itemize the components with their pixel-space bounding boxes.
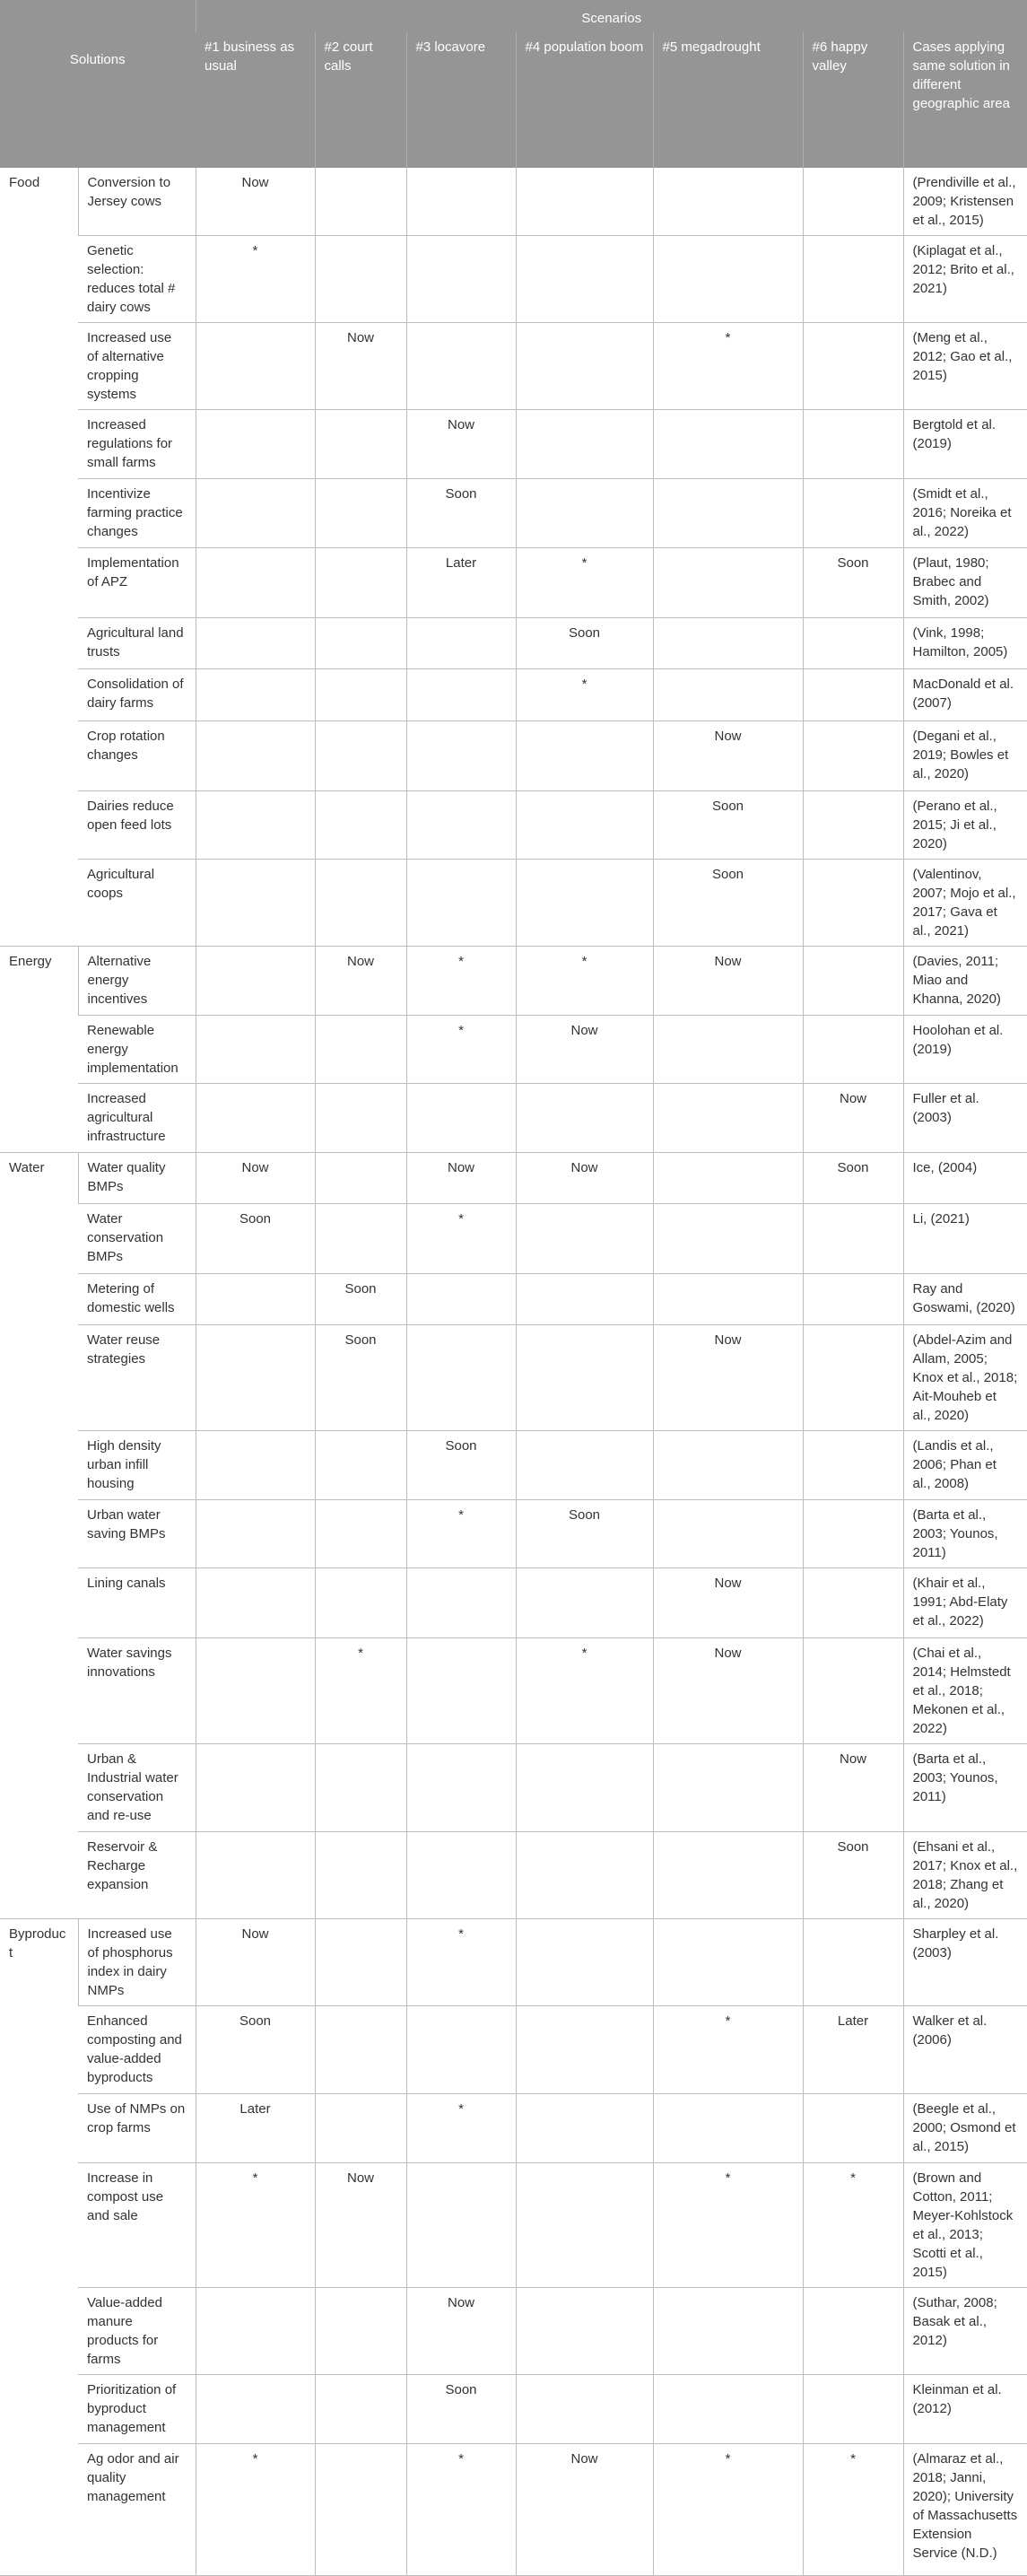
table-row [0, 2375, 1027, 2444]
mark-locavore [406, 860, 516, 947]
mark-megadrought: * [653, 2163, 803, 2288]
mark-locavore [406, 2163, 516, 2288]
mark-happy-valley [803, 669, 903, 721]
mark-happy-valley [803, 2375, 903, 2444]
mark-locavore: * [406, 1919, 516, 2006]
mark-locavore [406, 1274, 516, 1325]
category-cell: Food [0, 168, 78, 947]
mark-happy-valley [803, 721, 903, 791]
mark-locavore [406, 1744, 516, 1832]
mark-population-boom [516, 2094, 653, 2163]
mark-locavore [406, 721, 516, 791]
solution-cell: High density urban infill housing [78, 1431, 196, 1500]
col-header-population-boom: #4 population boom [516, 32, 653, 168]
mark-business-as-usual [196, 1431, 315, 1500]
mark-happy-valley [803, 168, 903, 236]
table-row [0, 410, 1027, 479]
table-row [0, 2288, 1027, 2375]
cases-cell: (Barta et al., 2003; Younos, 2011) [903, 1744, 1027, 1832]
mark-happy-valley: Later [803, 2006, 903, 2094]
solution-cell: Renewable energy implementation [78, 1016, 196, 1084]
mark-population-boom [516, 721, 653, 791]
mark-megadrought [653, 168, 803, 236]
mark-court-calls [315, 669, 406, 721]
mark-locavore [406, 618, 516, 669]
mark-locavore: * [406, 947, 516, 1016]
mark-business-as-usual: Now [196, 168, 315, 236]
mark-population-boom: * [516, 1638, 653, 1744]
cases-cell: (Abdel-Azim and Allam, 2005; Knox et al., 2018; Ait-Mouheb et al., 2020) [903, 1325, 1027, 1431]
cases-cell: Ray and Goswami, (2020) [903, 1274, 1027, 1325]
mark-locavore [406, 2006, 516, 2094]
table-row [0, 721, 1027, 791]
cases-cell: Sharpley et al. (2003) [903, 1919, 1027, 2006]
mark-population-boom [516, 236, 653, 323]
mark-megadrought [653, 236, 803, 323]
mark-megadrought [653, 2375, 803, 2444]
mark-megadrought [653, 618, 803, 669]
solution-cell: Implementation of APZ [78, 548, 196, 618]
cases-cell: (Ehsani et al., 2017; Knox et al., 2018; Zhang et al., 2020) [903, 1832, 1027, 1919]
mark-population-boom [516, 479, 653, 548]
cases-cell: Li, (2021) [903, 1204, 1027, 1274]
mark-megadrought [653, 1274, 803, 1325]
solution-cell: Enhanced composting and value-added byproducts [78, 2006, 196, 2094]
mark-business-as-usual [196, 1325, 315, 1431]
solution-cell: Agricultural land trusts [78, 618, 196, 669]
mark-business-as-usual [196, 2375, 315, 2444]
cases-cell: Hoolohan et al. (2019) [903, 1016, 1027, 1084]
mark-business-as-usual [196, 1568, 315, 1638]
mark-business-as-usual [196, 721, 315, 791]
solution-cell: Conversion to Jersey cows [78, 168, 196, 236]
mark-court-calls [315, 2444, 406, 2576]
mark-happy-valley [803, 791, 903, 860]
mark-business-as-usual [196, 1274, 315, 1325]
mark-locavore [406, 791, 516, 860]
cases-cell: (Prendiville et al., 2009; Kristensen et al., 2015) [903, 168, 1027, 236]
table-row [0, 791, 1027, 860]
mark-happy-valley [803, 479, 903, 548]
mark-locavore [406, 669, 516, 721]
mark-happy-valley [803, 410, 903, 479]
cases-cell: (Smidt et al., 2016; Noreika et al., 2022) [903, 479, 1027, 548]
mark-court-calls [315, 1919, 406, 2006]
table-row [0, 548, 1027, 618]
mark-megadrought: Now [653, 1568, 803, 1638]
table-row [0, 323, 1027, 410]
cases-cell: (Valentinov, 2007; Mojo et al., 2017; Gava et al., 2021) [903, 860, 1027, 947]
mark-happy-valley [803, 1325, 903, 1431]
mark-court-calls [315, 1084, 406, 1153]
mark-court-calls [315, 2006, 406, 2094]
mark-court-calls [315, 1832, 406, 1919]
mark-population-boom [516, 2006, 653, 2094]
col-header-business-as-usual: #1 business as usual [196, 32, 315, 168]
scenarios-header: Scenarios [196, 0, 1027, 32]
solution-cell: Increased use of alternative cropping systems [78, 323, 196, 410]
solution-cell: Water conservation BMPs [78, 1204, 196, 1274]
mark-happy-valley [803, 1204, 903, 1274]
table-row [0, 1832, 1027, 1919]
cases-cell: Ice, (2004) [903, 1153, 1027, 1204]
table-row [0, 2163, 1027, 2288]
mark-court-calls: * [315, 1638, 406, 1744]
mark-business-as-usual [196, 1016, 315, 1084]
mark-court-calls [315, 791, 406, 860]
mark-business-as-usual [196, 860, 315, 947]
mark-locavore [406, 1832, 516, 1919]
table-row [0, 2094, 1027, 2163]
mark-happy-valley [803, 236, 903, 323]
mark-locavore [406, 323, 516, 410]
cases-cell: (Plaut, 1980; Brabec and Smith, 2002) [903, 548, 1027, 618]
mark-locavore [406, 1568, 516, 1638]
mark-population-boom [516, 1204, 653, 1274]
mark-happy-valley [803, 1568, 903, 1638]
cases-cell: (Meng et al., 2012; Gao et al., 2015) [903, 323, 1027, 410]
solution-cell: Urban water saving BMPs [78, 1500, 196, 1568]
mark-court-calls [315, 1568, 406, 1638]
mark-population-boom [516, 1431, 653, 1500]
mark-happy-valley [803, 1431, 903, 1500]
solution-cell: Agricultural coops [78, 860, 196, 947]
solution-cell: Water quality BMPs [78, 1153, 196, 1204]
mark-population-boom: * [516, 947, 653, 1016]
mark-megadrought [653, 1153, 803, 1204]
mark-population-boom: Now [516, 1016, 653, 1084]
mark-court-calls [315, 1153, 406, 1204]
cases-cell: (Vink, 1998; Hamilton, 2005) [903, 618, 1027, 669]
table-row [0, 1274, 1027, 1325]
mark-locavore [406, 1638, 516, 1744]
solution-cell: Genetic selection: reduces total # dairy cows [78, 236, 196, 323]
cases-cell: (Barta et al., 2003; Younos, 2011) [903, 1500, 1027, 1568]
mark-court-calls [315, 1500, 406, 1568]
cases-cell: Fuller et al. (2003) [903, 1084, 1027, 1153]
mark-population-boom: Now [516, 2444, 653, 2576]
table-row [0, 2444, 1027, 2576]
category-cell: Water [0, 1153, 78, 1919]
category-cell: Energy [0, 947, 78, 1153]
mark-population-boom [516, 1274, 653, 1325]
mark-megadrought [653, 1500, 803, 1568]
mark-business-as-usual [196, 1744, 315, 1832]
mark-court-calls [315, 721, 406, 791]
table-row [0, 479, 1027, 548]
cases-cell: (Davies, 2011; Miao and Khanna, 2020) [903, 947, 1027, 1016]
cases-cell: MacDonald et al. (2007) [903, 669, 1027, 721]
mark-locavore: * [406, 1500, 516, 1568]
table-row [0, 618, 1027, 669]
solution-cell: Dairies reduce open feed lots [78, 791, 196, 860]
mark-business-as-usual [196, 548, 315, 618]
mark-megadrought [653, 1084, 803, 1153]
mark-happy-valley: Now [803, 1744, 903, 1832]
mark-megadrought [653, 548, 803, 618]
mark-court-calls [315, 479, 406, 548]
mark-court-calls [315, 1016, 406, 1084]
mark-locavore: * [406, 1204, 516, 1274]
mark-happy-valley [803, 618, 903, 669]
mark-business-as-usual: * [196, 236, 315, 323]
solution-cell: Water savings innovations [78, 1638, 196, 1744]
mark-locavore: * [406, 2094, 516, 2163]
mark-population-boom [516, 410, 653, 479]
mark-megadrought [653, 669, 803, 721]
cases-cell: Bergtold et al. (2019) [903, 410, 1027, 479]
mark-business-as-usual: Soon [196, 2006, 315, 2094]
mark-locavore: * [406, 2444, 516, 2576]
mark-business-as-usual [196, 1500, 315, 1568]
solution-cell: Urban & Industrial water conservation and re-use [78, 1744, 196, 1832]
mark-business-as-usual [196, 1084, 315, 1153]
cases-cell: Kleinman et al. (2012) [903, 2375, 1027, 2444]
mark-business-as-usual [196, 2288, 315, 2375]
table-row [0, 947, 1027, 1016]
mark-happy-valley [803, 860, 903, 947]
mark-megadrought [653, 1832, 803, 1919]
mark-happy-valley [803, 323, 903, 410]
mark-population-boom [516, 168, 653, 236]
cases-cell: (Degani et al., 2019; Bowles et al., 2020) [903, 721, 1027, 791]
mark-business-as-usual [196, 479, 315, 548]
mark-locavore: Soon [406, 479, 516, 548]
mark-locavore: Now [406, 2288, 516, 2375]
mark-business-as-usual: Now [196, 1153, 315, 1204]
cases-cell: (Khair et al., 1991; Abd-Elaty et al., 2022) [903, 1568, 1027, 1638]
mark-business-as-usual: Soon [196, 1204, 315, 1274]
mark-locavore: Soon [406, 2375, 516, 2444]
table-row [0, 1500, 1027, 1568]
mark-court-calls [315, 1431, 406, 1500]
mark-locavore: Later [406, 548, 516, 618]
mark-megadrought: * [653, 2006, 803, 2094]
cases-cell: (Brown and Cotton, 2011; Meyer-Kohlstock et al., 2013; Scotti et al., 2015) [903, 2163, 1027, 2288]
mark-business-as-usual [196, 618, 315, 669]
mark-happy-valley: Soon [803, 1153, 903, 1204]
mark-happy-valley: Soon [803, 1832, 903, 1919]
mark-locavore [406, 1325, 516, 1431]
col-header-cases: Cases applying same solution in different geographic area [903, 32, 1027, 168]
mark-megadrought [653, 1919, 803, 2006]
category-cell: Byproduct [0, 1919, 78, 2576]
solution-cell: Crop rotation changes [78, 721, 196, 791]
cases-cell: (Suthar, 2008; Basak et al., 2012) [903, 2288, 1027, 2375]
mark-happy-valley [803, 1500, 903, 1568]
col-header-happy-valley: #6 happy valley [803, 32, 903, 168]
mark-megadrought [653, 1431, 803, 1500]
table-row [0, 669, 1027, 721]
solution-cell: Ag odor and air quality management [78, 2444, 196, 2576]
mark-megadrought [653, 410, 803, 479]
mark-population-boom [516, 2163, 653, 2288]
mark-court-calls [315, 1204, 406, 1274]
solution-cell: Reservoir & Recharge expansion [78, 1832, 196, 1919]
mark-population-boom [516, 1325, 653, 1431]
mark-population-boom [516, 791, 653, 860]
mark-court-calls: Now [315, 2163, 406, 2288]
mark-population-boom [516, 860, 653, 947]
mark-happy-valley [803, 1016, 903, 1084]
table-row [0, 168, 1027, 236]
mark-locavore: * [406, 1016, 516, 1084]
solution-cell: Increased regulations for small farms [78, 410, 196, 479]
table-row [0, 236, 1027, 323]
mark-locavore [406, 168, 516, 236]
cases-cell: (Perano et al., 2015; Ji et al., 2020) [903, 791, 1027, 860]
table-row [0, 1084, 1027, 1153]
mark-megadrought: Now [653, 947, 803, 1016]
col-header-megadrought: #5 megadrought [653, 32, 803, 168]
table-row [0, 1153, 1027, 1204]
table-row [0, 860, 1027, 947]
col-header-locavore: #3 locavore [406, 32, 516, 168]
solution-cell: Use of NMPs on crop farms [78, 2094, 196, 2163]
mark-happy-valley [803, 2094, 903, 2163]
mark-locavore [406, 236, 516, 323]
mark-happy-valley [803, 2288, 903, 2375]
solution-cell: Water reuse strategies [78, 1325, 196, 1431]
mark-population-boom [516, 1084, 653, 1153]
mark-happy-valley [803, 1638, 903, 1744]
mark-population-boom: Soon [516, 618, 653, 669]
mark-happy-valley [803, 1919, 903, 2006]
mark-megadrought: * [653, 323, 803, 410]
mark-court-calls [315, 2094, 406, 2163]
mark-business-as-usual [196, 410, 315, 479]
mark-happy-valley [803, 1274, 903, 1325]
mark-population-boom [516, 323, 653, 410]
mark-court-calls [315, 2375, 406, 2444]
mark-megadrought: * [653, 2444, 803, 2576]
solution-cell: Incentivize farming practice changes [78, 479, 196, 548]
mark-business-as-usual [196, 1832, 315, 1919]
table-row [0, 1638, 1027, 1744]
mark-court-calls [315, 1744, 406, 1832]
mark-locavore: Soon [406, 1431, 516, 1500]
mark-megadrought [653, 479, 803, 548]
cases-cell: Walker et al. (2006) [903, 2006, 1027, 2094]
mark-population-boom: * [516, 669, 653, 721]
mark-court-calls [315, 618, 406, 669]
mark-court-calls: Now [315, 323, 406, 410]
mark-business-as-usual: Now [196, 1919, 315, 2006]
cases-cell: (Almaraz et al., 2018; Janni, 2020); University of Massachusetts Extension Service (N.D.) [903, 2444, 1027, 2576]
table-row [0, 1016, 1027, 1084]
mark-happy-valley: Now [803, 1084, 903, 1153]
mark-court-calls [315, 410, 406, 479]
solution-cell: Lining canals [78, 1568, 196, 1638]
cases-cell: (Landis et al., 2006; Phan et al., 2008) [903, 1431, 1027, 1500]
table-row [0, 1919, 1027, 2006]
mark-business-as-usual [196, 323, 315, 410]
mark-business-as-usual [196, 669, 315, 721]
solution-cell: Increased use of phosphorus index in dairy NMPs [78, 1919, 196, 2006]
mark-megadrought: Now [653, 1638, 803, 1744]
solution-cell: Alternative energy incentives [78, 947, 196, 1016]
mark-business-as-usual [196, 1638, 315, 1744]
mark-court-calls [315, 548, 406, 618]
mark-court-calls: Soon [315, 1325, 406, 1431]
solution-cell: Consolidation of dairy farms [78, 669, 196, 721]
mark-happy-valley [803, 947, 903, 1016]
table-row [0, 1568, 1027, 1638]
mark-court-calls: Now [315, 947, 406, 1016]
mark-population-boom [516, 2288, 653, 2375]
mark-court-calls [315, 236, 406, 323]
mark-business-as-usual: Later [196, 2094, 315, 2163]
col-header-court-calls: #2 court calls [315, 32, 406, 168]
table-row [0, 2006, 1027, 2094]
mark-megadrought: Now [653, 721, 803, 791]
mark-happy-valley: * [803, 2444, 903, 2576]
mark-court-calls [315, 168, 406, 236]
mark-locavore: Now [406, 410, 516, 479]
mark-business-as-usual [196, 791, 315, 860]
table-row [0, 1744, 1027, 1832]
mark-population-boom [516, 1568, 653, 1638]
mark-business-as-usual: * [196, 2444, 315, 2576]
table-row [0, 1204, 1027, 1274]
mark-population-boom: Soon [516, 1500, 653, 1568]
mark-court-calls: Soon [315, 1274, 406, 1325]
mark-megadrought: Soon [653, 860, 803, 947]
mark-megadrought [653, 1204, 803, 1274]
mark-population-boom: * [516, 548, 653, 618]
solution-cell: Metering of domestic wells [78, 1274, 196, 1325]
mark-happy-valley: * [803, 2163, 903, 2288]
mark-population-boom [516, 2375, 653, 2444]
mark-population-boom [516, 1832, 653, 1919]
solution-cell: Increased agricultural infrastructure [78, 1084, 196, 1153]
table-row [0, 1431, 1027, 1500]
mark-megadrought [653, 2288, 803, 2375]
cases-cell: (Beegle et al., 2000; Osmond et al., 2015) [903, 2094, 1027, 2163]
mark-megadrought: Soon [653, 791, 803, 860]
solutions-header: Solutions [0, 0, 196, 168]
mark-megadrought [653, 2094, 803, 2163]
mark-population-boom [516, 1744, 653, 1832]
mark-megadrought [653, 1016, 803, 1084]
solution-cell: Value-added manure products for farms [78, 2288, 196, 2375]
solution-cell: Increase in compost use and sale [78, 2163, 196, 2288]
cases-cell: (Chai et al., 2014; Helmstedt et al., 2018; Mekonen et al., 2022) [903, 1638, 1027, 1744]
mark-population-boom [516, 1919, 653, 2006]
cases-cell: (Kiplagat et al., 2012; Brito et al., 2021) [903, 236, 1027, 323]
mark-court-calls [315, 2288, 406, 2375]
mark-business-as-usual [196, 947, 315, 1016]
table-body [0, 168, 1027, 2576]
table-row [0, 1325, 1027, 1431]
mark-megadrought: Now [653, 1325, 803, 1431]
mark-court-calls [315, 860, 406, 947]
mark-business-as-usual: * [196, 2163, 315, 2288]
solution-cell: Prioritization of byproduct management [78, 2375, 196, 2444]
mark-megadrought [653, 1744, 803, 1832]
mark-locavore [406, 1084, 516, 1153]
mark-happy-valley: Soon [803, 548, 903, 618]
mark-locavore: Now [406, 1153, 516, 1204]
mark-population-boom: Now [516, 1153, 653, 1204]
